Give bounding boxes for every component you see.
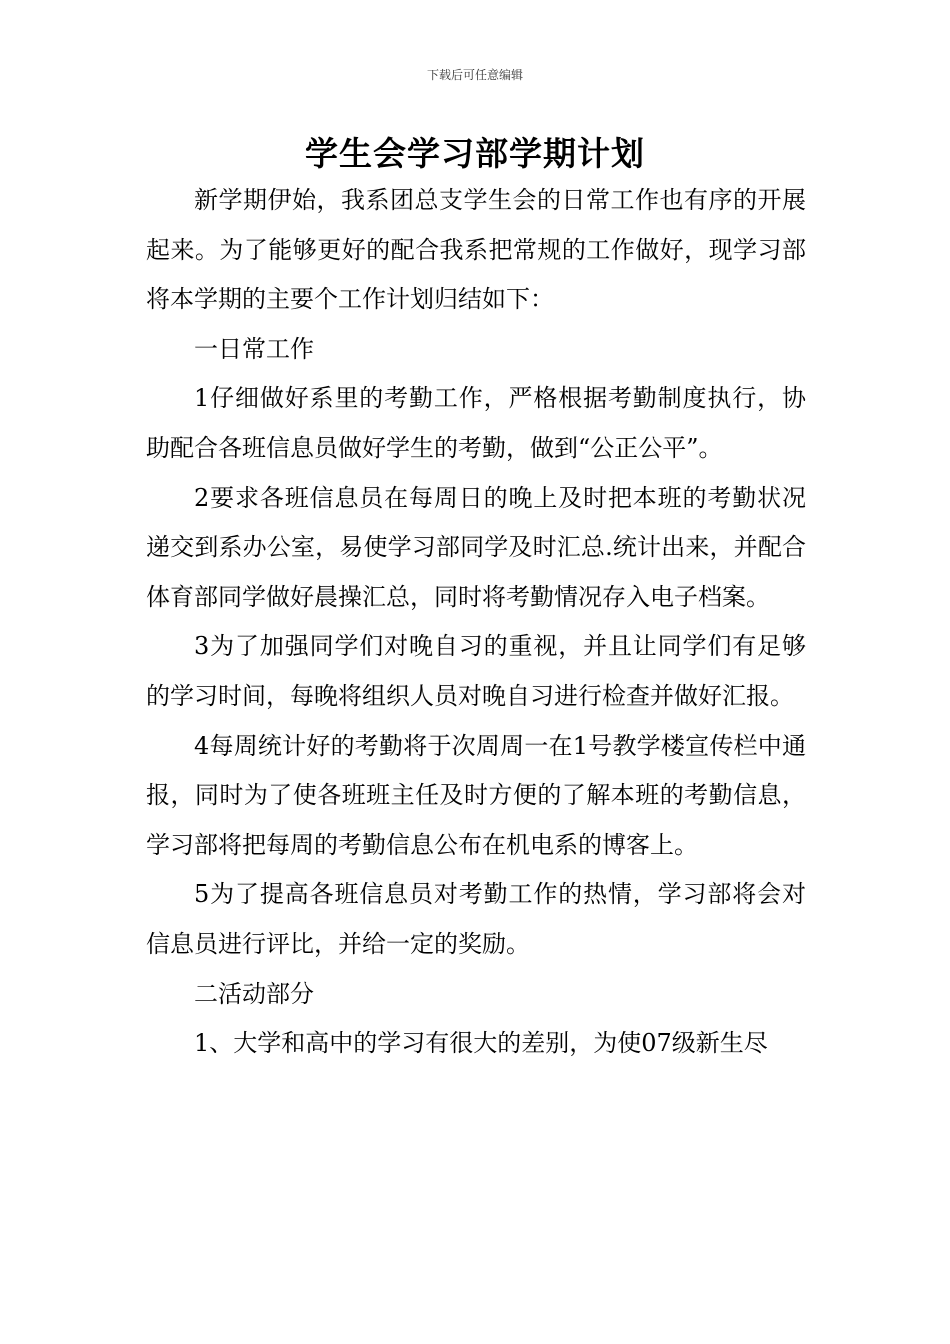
section-heading-activities: 二活动部分 bbox=[194, 979, 314, 1008]
document-title: 学生会学习部学期计划 bbox=[305, 134, 645, 173]
section-heading-daily-work: 一日常工作 bbox=[194, 334, 314, 363]
item-paragraph: 2要求各班信息员在每周日的晚上及时把本班的考勤状况递交到系办公室，易使学习部同学及时汇总.统计出来，并配合体育部同学做好晨操汇总，同时将考勤情况存入电子档案。 bbox=[146, 483, 806, 611]
item-paragraph: 4每周统计好的考勤将于次周周一在1号教学楼宣传栏中通报，同时为了使各班班主任及时方便的了解本班的考勤信息，学习部将把每周的考勤信息公布在机电系的博客上。 bbox=[146, 731, 806, 859]
header-note: 下载后可任意编辑 bbox=[426, 68, 523, 82]
item-paragraph: 1仔细做好系里的考勤工作，严格根据考勤制度执行，协助配合各班信息员做好学生的考勤，做到“公正公平”。 bbox=[146, 384, 806, 462]
item-paragraph: 3为了加强同学们对晚自习的重视，并且让同学们有足够的学习时间，每晚将组织人员对晚自习进行检查并做好汇报。 bbox=[146, 632, 806, 710]
intro-paragraph: 新学期伊始，我系团总支学生会的日常工作也有序的开展起来。为了能够更好的配合我系把常规的工作做好，现学习部将本学期的主要个工作计划归结如下： bbox=[146, 186, 806, 314]
item-paragraph: 1、大学和高中的学习有很大的差别，为使07级新生尽 bbox=[194, 1029, 768, 1058]
item-paragraph: 5为了提高各班信息员对考勤工作的热情，学习部将会对信息员进行评比，并给一定的奖励。 bbox=[146, 880, 806, 958]
document-body bbox=[146, 176, 806, 1069]
